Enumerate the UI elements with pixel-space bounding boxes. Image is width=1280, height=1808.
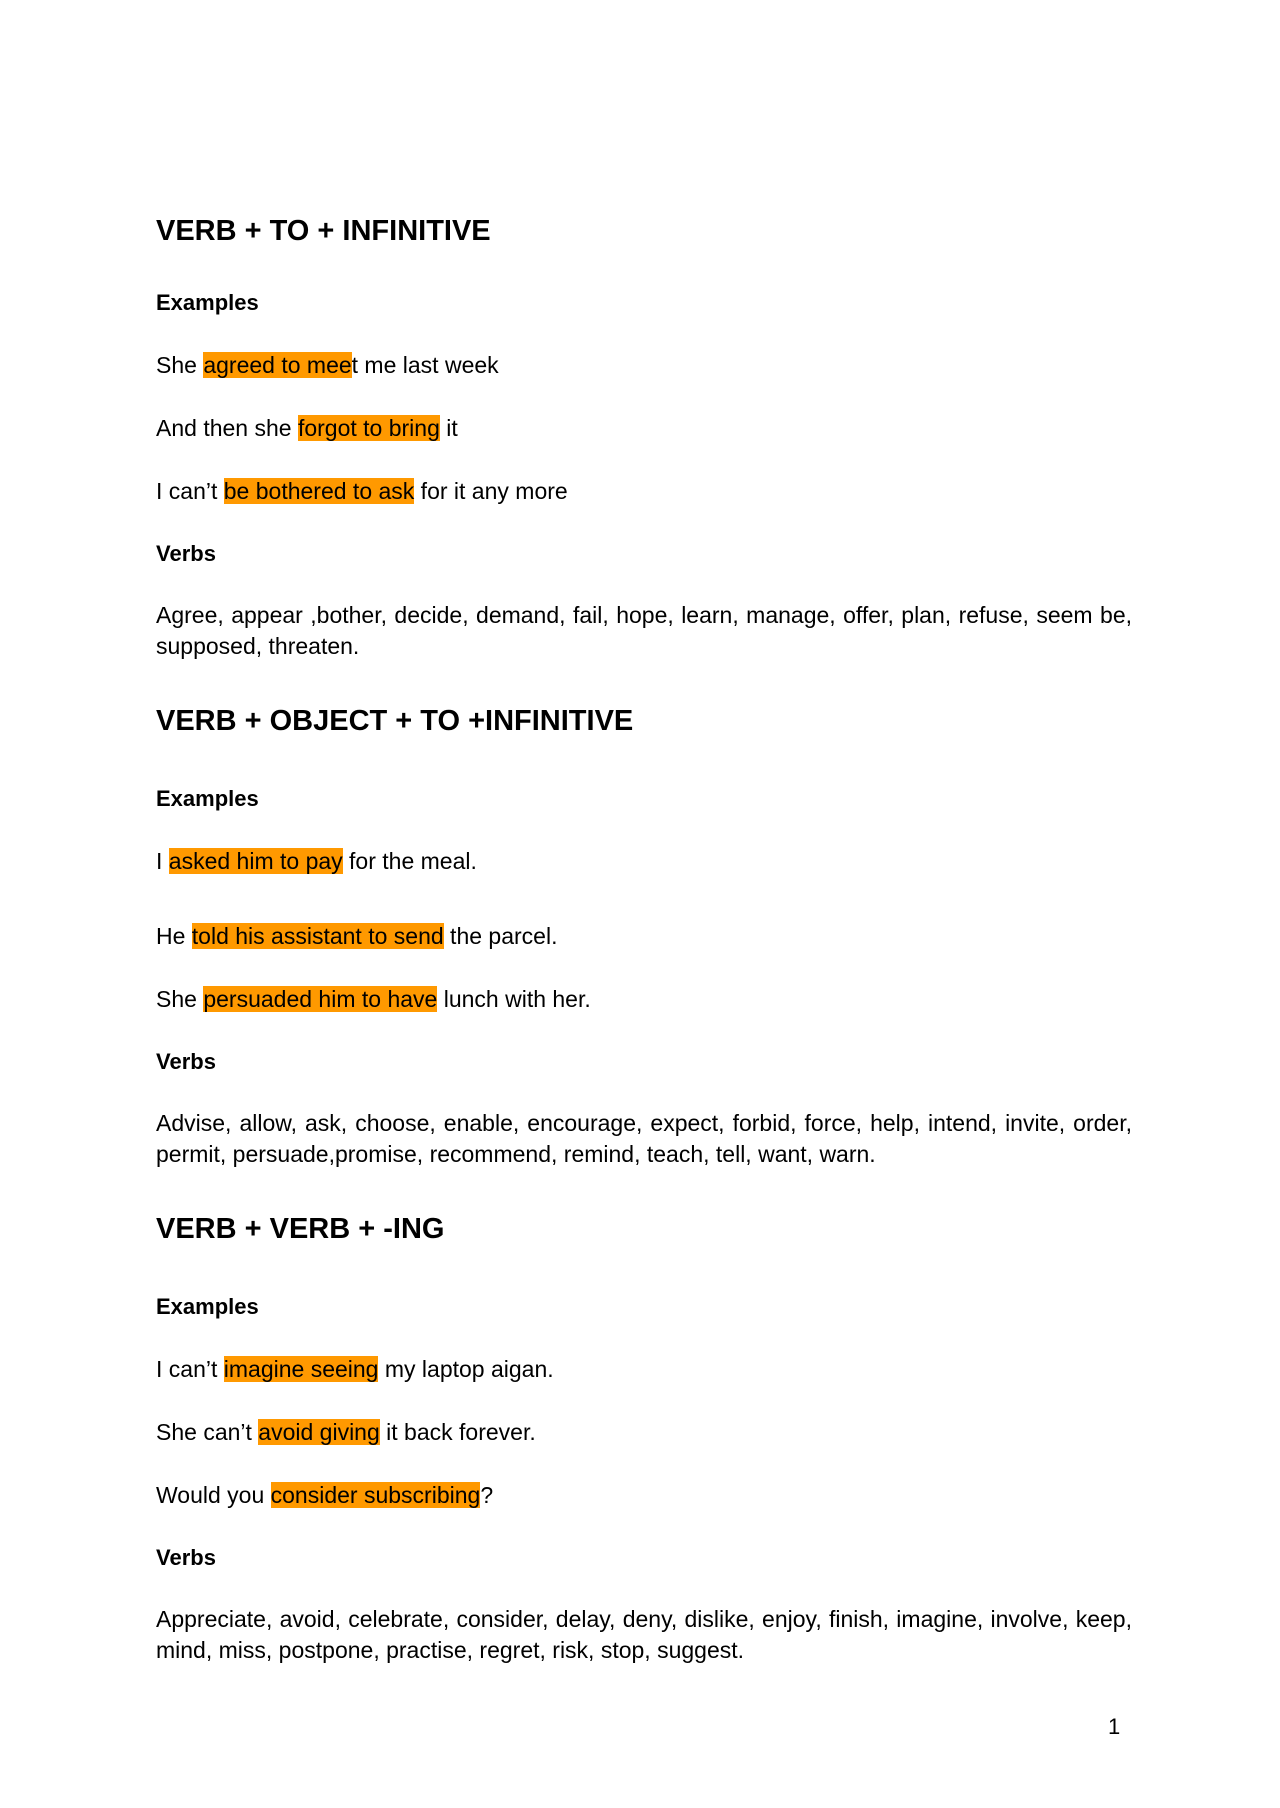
highlighted-phrase: imagine seeing xyxy=(223,1356,379,1382)
example-text: She can’t xyxy=(156,1419,259,1445)
example-sentence xyxy=(156,1417,1132,1448)
example-text: t me last week xyxy=(351,352,499,378)
examples-label: Examples xyxy=(156,786,259,811)
highlighted-phrase: asked him to pay xyxy=(168,848,343,874)
example-sentence xyxy=(156,984,1132,1015)
highlighted-phrase: avoid giving xyxy=(258,1419,380,1445)
verbs-list: Agree, appear ,bother, decide, demand, fail, hope, learn, manage, offer, plan, refuse, seem be, supposed, threaten. xyxy=(156,602,1132,659)
example-text: it back forever. xyxy=(379,1419,536,1445)
section-heading-verb-ing: VERB + VERB + -ING xyxy=(156,1213,445,1245)
section-heading-object-to-infinitive: VERB + OBJECT + TO +INFINITIVE xyxy=(156,705,634,737)
example-sentence xyxy=(156,921,1132,952)
examples-label: Examples xyxy=(156,290,259,315)
example-text: the parcel. xyxy=(443,923,558,949)
verbs-list: Advise, allow, ask, choose, enable, encourage, expect, forbid, force, help, intend, invite, order, permit, persuade,promise, recommend, remind, teach, tell, want, warn. xyxy=(156,1110,1132,1167)
example-text: it xyxy=(439,415,458,441)
document-content xyxy=(156,210,1132,1666)
example-text: And then she xyxy=(156,415,298,441)
verbs-label: Verbs xyxy=(156,541,216,566)
page-number: 1 xyxy=(1108,1714,1121,1739)
highlighted-phrase: forgot to bring xyxy=(297,415,440,441)
example-sentence xyxy=(156,350,1132,381)
example-text: Would you xyxy=(156,1482,271,1508)
example-text: I xyxy=(156,848,169,874)
section-heading-to-infinitive: VERB + TO + INFINITIVE xyxy=(156,215,491,247)
example-sentence xyxy=(156,1354,1132,1385)
highlighted-phrase: be bothered to ask xyxy=(223,478,415,504)
verbs-label: Verbs xyxy=(156,1049,216,1074)
verbs-label: Verbs xyxy=(156,1545,216,1570)
example-text: for it any more xyxy=(414,478,568,504)
example-sentence xyxy=(156,476,1132,507)
example-text: He xyxy=(156,923,192,949)
example-text: I can’t xyxy=(156,478,224,504)
example-text: ? xyxy=(480,1482,494,1508)
example-sentence xyxy=(156,1480,1132,1511)
examples-label: Examples xyxy=(156,1294,259,1319)
example-text: I can’t xyxy=(156,1356,224,1382)
example-text: for the meal. xyxy=(342,848,477,874)
example-sentence xyxy=(156,846,1132,877)
example-text: She xyxy=(156,352,204,378)
highlighted-phrase: told his assistant to send xyxy=(191,923,444,949)
example-sentence xyxy=(156,413,1132,444)
example-text: my laptop aigan. xyxy=(378,1356,554,1382)
highlighted-phrase: persuaded him to have xyxy=(203,986,438,1012)
highlighted-phrase: consider subscribing xyxy=(270,1482,481,1508)
example-text: She xyxy=(156,986,204,1012)
highlighted-phrase: agreed to mee xyxy=(203,352,352,378)
example-text: lunch with her. xyxy=(437,986,591,1012)
verbs-list: Appreciate, avoid, celebrate, consider, delay, deny, dislike, enjoy, finish, imagine, involve, keep, mind, miss, postpone, practise, regret, risk, stop, suggest. xyxy=(156,1606,1132,1663)
